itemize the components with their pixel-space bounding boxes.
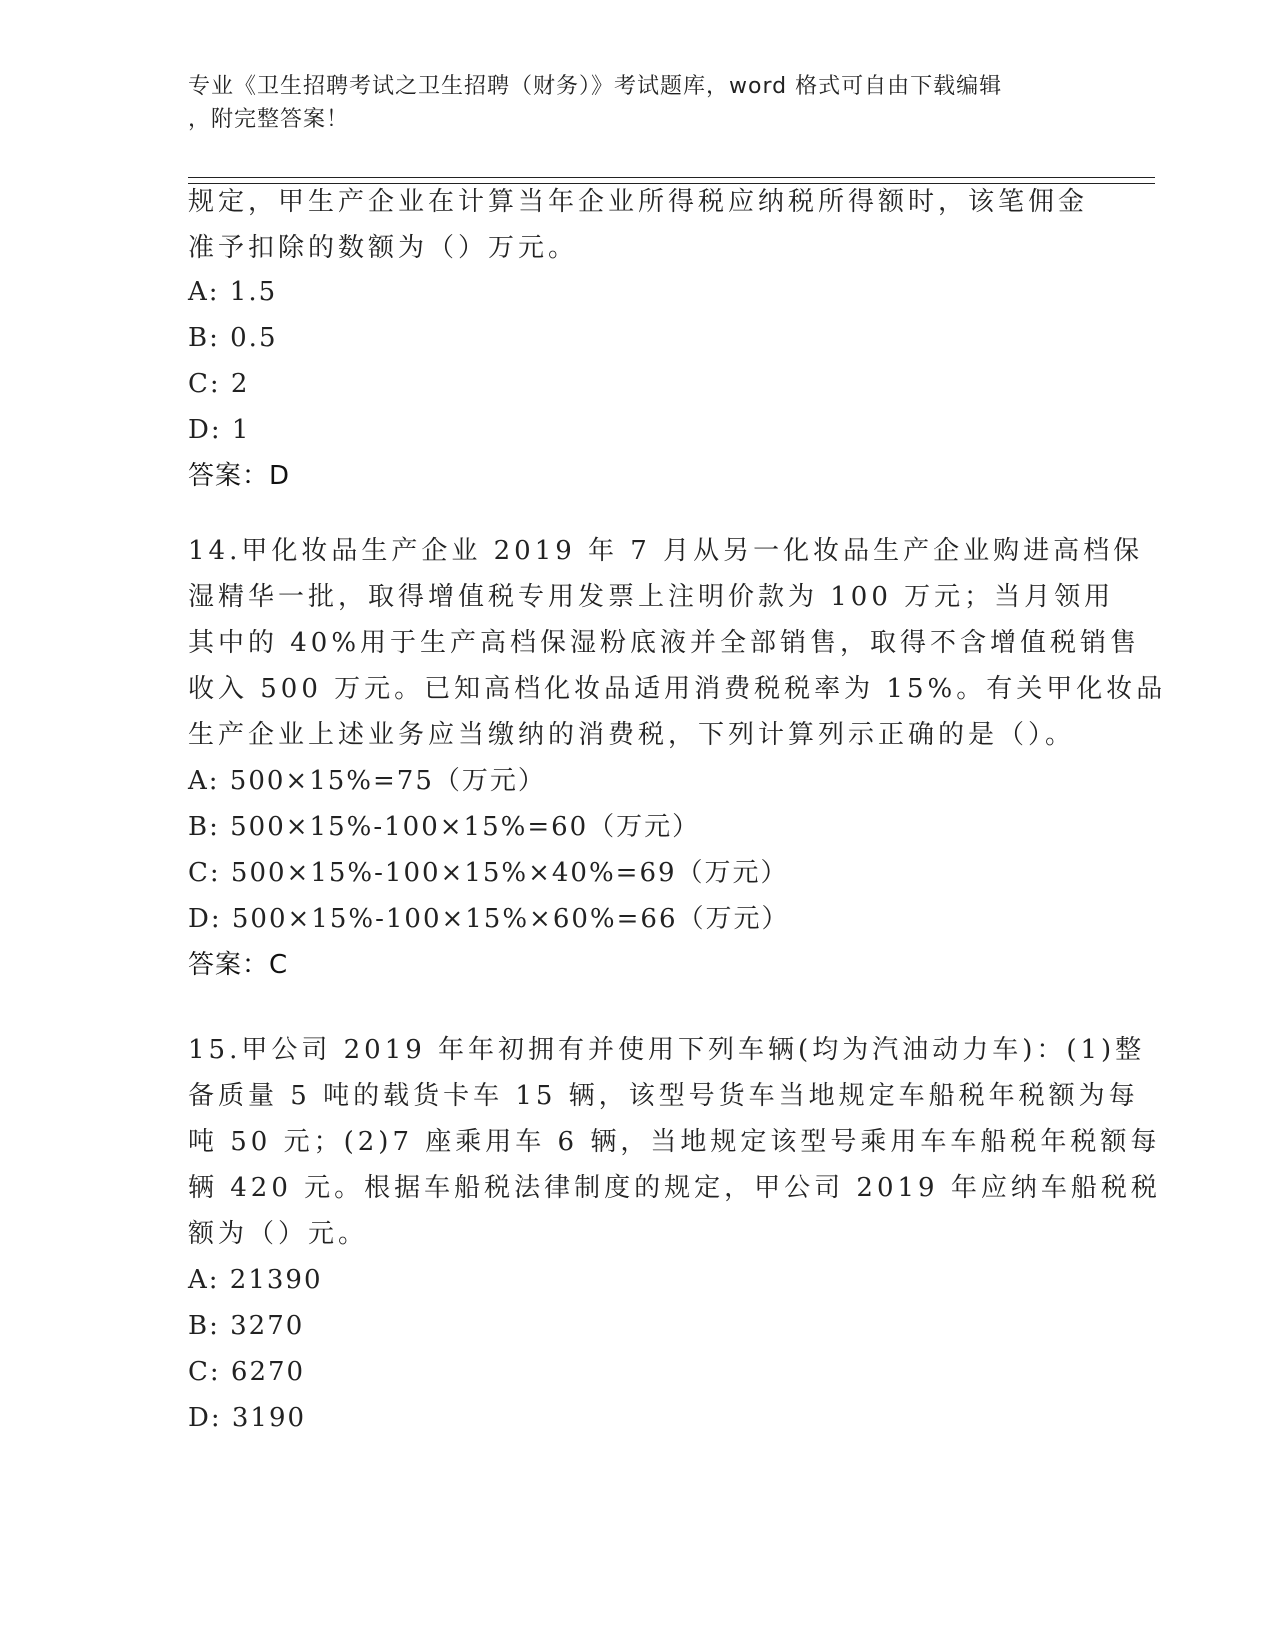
option-d: D: 500×15%-100×15%×60%=66（万元） xyxy=(188,904,790,934)
question-stem-line: 收入 500 万元。已知高档化妆品适用消费税税率为 15%。有关甲化妆品 xyxy=(188,674,1167,704)
question-stem-line: 规定，甲生产企业在计算当年企业所得税应纳税所得额时，该笔佣金 xyxy=(188,187,1089,217)
question-stem-line: 14.甲化妆品生产企业 2019 年 7 月从另一化妆品生产企业购进高档保 xyxy=(188,536,1144,566)
header-divider-top xyxy=(188,177,1155,178)
option-b: B: 0.5 xyxy=(188,323,278,353)
question-stem-line: 吨 50 元；(2)7 座乘用车 6 辆，当地规定该型号乘用车车船税年税额每 xyxy=(188,1127,1161,1157)
answer-label: 答案：C xyxy=(188,950,289,980)
question-stem-line: 备质量 5 吨的载货卡车 15 辆，该型号货车当地规定车船税年税额为每 xyxy=(188,1081,1139,1111)
question-stem-line: 准予扣除的数额为（）万元。 xyxy=(188,233,579,263)
question-stem-line: 生产企业上述业务应当缴纳的消费税，下列计算列示正确的是（）。 xyxy=(188,720,1076,750)
question-stem-line: 湿精华一批，取得增值税专用发票上注明价款为 100 万元；当月领用 xyxy=(188,582,1115,612)
question-13 xyxy=(188,179,1088,499)
option-c: C: 2 xyxy=(188,369,250,399)
question-stem-line: 辆 420 元。根据车船税法律制度的规定，甲公司 2019 年应纳车船税税 xyxy=(188,1173,1161,1203)
option-b: B: 3270 xyxy=(188,1311,305,1341)
option-c: C: 6270 xyxy=(188,1357,306,1387)
question-14 xyxy=(188,528,1167,988)
question-stem-line: 其中的 40%用于生产高档保湿粉底液并全部销售，取得不含增值税销售 xyxy=(188,628,1141,658)
option-a: A: 1.5 xyxy=(188,277,278,307)
option-a: A: 21390 xyxy=(188,1265,323,1295)
option-d: D: 3190 xyxy=(188,1403,307,1433)
option-c: C: 500×15%-100×15%×40%=69（万元） xyxy=(188,858,789,888)
option-b: B: 500×15%-100×15%=60（万元） xyxy=(188,812,701,842)
header-line-2: ，附完整答案！ xyxy=(188,107,350,132)
question-15 xyxy=(188,1027,1161,1441)
option-a: A: 500×15%=75（万元） xyxy=(188,766,546,796)
page-header xyxy=(188,70,1068,136)
header-line-1: 专业《卫生招聘考试之卫生招聘（财务）》考试题库，word 格式可自由下载编辑 xyxy=(188,74,1003,99)
answer-label: 答案：D xyxy=(188,461,291,491)
question-stem-line: 额为（）元。 xyxy=(188,1219,369,1249)
option-d: D: 1 xyxy=(188,415,251,445)
question-stem-line: 15.甲公司 2019 年年初拥有并使用下列车辆(均为汽油动力车)：(1)整 xyxy=(188,1035,1146,1065)
